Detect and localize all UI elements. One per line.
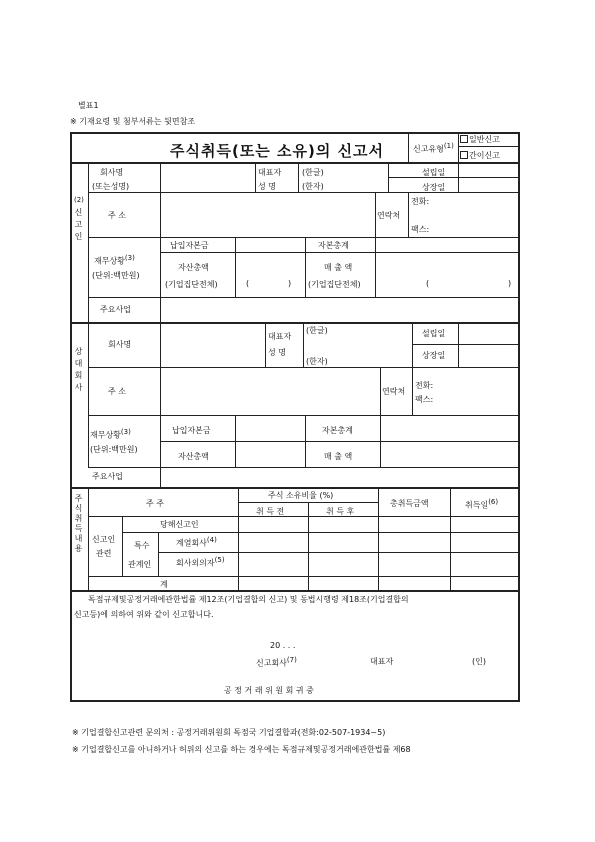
- reporter-sales-paren-close: ): [508, 279, 512, 288]
- counterparty-fax[interactable]: 팩스:: [415, 395, 434, 404]
- acquisition-total: 계: [160, 580, 168, 589]
- counterparty-founded-label: 설립일: [422, 329, 446, 338]
- form-note: ※ 기재요령 및 첨부서류는 뒷면참조: [70, 117, 196, 126]
- reporter-rep-label: 대표자: [258, 168, 282, 177]
- reporter-assets-paren-close: ): [288, 279, 292, 288]
- reporter-contact-label: 연락처: [377, 211, 401, 220]
- declaration-line1: 독점규제및공정거래에관한법률 제12조(기업결합의 신고) 및 동법시행령 제18조(기업결합의: [88, 595, 409, 604]
- counterparty-total-assets: 자산총액: [178, 452, 209, 461]
- reporter-section-sup: (2): [74, 196, 84, 204]
- declaration-line2: 신고등)에 의하여 위와 같이 신고합니다.: [74, 610, 214, 619]
- reporter-rep-korean[interactable]: (한글): [302, 168, 324, 177]
- counterparty-main-business: 주요사업: [92, 472, 123, 481]
- footer-note-1: ※ 기업결합신고관련 문의처 : 공정거래위원회 독점국 기업결합과(전화:02-507-1934~5): [72, 728, 386, 737]
- declaration-date[interactable]: 20 . . .: [270, 641, 296, 650]
- acquisition-relation: 신고인: [92, 535, 116, 544]
- counterparty-finance-unit: (단위:백만원): [90, 445, 138, 454]
- reporter-fax[interactable]: 팩스:: [411, 225, 430, 234]
- counterparty-section-label: 상대회사: [74, 347, 83, 395]
- reporter-listed-label: 상장일: [422, 183, 446, 192]
- checkbox-icon: [460, 135, 468, 143]
- declaration-seal: (인): [472, 657, 486, 666]
- reporter-rep-label2: 성 명: [258, 182, 276, 191]
- counterparty-rep-label: 대표자: [268, 332, 292, 341]
- reporter-rep-hanja[interactable]: (한자): [302, 182, 324, 191]
- acquisition-ratio: 주식 소유비율 (%): [268, 491, 334, 500]
- reporter-total-capital: 자본총계: [318, 241, 349, 250]
- report-type-general[interactable]: 일반신고: [460, 134, 500, 145]
- counterparty-sales: 매 출 액: [324, 452, 353, 461]
- reporter-sales: 매 출 액: [324, 263, 353, 272]
- report-form: [70, 132, 520, 702]
- reporter-assets-paren-open: (: [246, 279, 250, 288]
- reporter-founded-label: 설립일: [422, 168, 446, 177]
- reporter-finance-unit: (단위:백만원): [92, 271, 140, 280]
- footer-note-2: ※ 기업결합신고를 아니하거나 허위의 신고를 하는 경우에는 독점규제및공정거래에관한법률 제68: [72, 745, 411, 754]
- reporter-total-assets: 자산총액: [178, 263, 209, 272]
- reporter-group-total-sales: (기업집단전체): [308, 280, 361, 289]
- reporter-section-label: 신고인: [74, 208, 83, 244]
- declaration-company: 신고회사(7): [256, 656, 297, 668]
- counterparty-paid-capital: 납입자본금: [172, 426, 211, 435]
- reporter-main-business: 주요사업: [100, 305, 131, 314]
- form-title: 주식취득(또는 소유)의 신고서: [170, 142, 385, 160]
- acquisition-shareholder: 주 주: [146, 499, 164, 508]
- acquisition-before: 취 득 전: [256, 507, 285, 516]
- acquisition-relation2: 관련: [96, 549, 112, 558]
- acquisition-special1: 특수: [134, 541, 150, 550]
- counterparty-rep-korean[interactable]: (한글): [306, 326, 328, 335]
- report-type-label: 신고유형(1): [413, 142, 454, 154]
- reporter-sales-paren-open: (: [426, 279, 430, 288]
- reporter-group-total: (기업집단전체): [165, 280, 218, 289]
- acquisition-special2: 관계인: [128, 560, 152, 569]
- reporter-finance-label: 재무상황(3): [94, 254, 135, 266]
- counterparty-phone[interactable]: 전화:: [415, 381, 434, 390]
- reporter-paid-capital: 납입자본금: [170, 241, 209, 250]
- reporter-company-label: 회사명: [100, 168, 124, 177]
- reporter-address-label: 주 소: [108, 211, 126, 220]
- counterparty-total-capital: 자본총계: [322, 426, 353, 435]
- checkbox-icon: [460, 151, 468, 159]
- counterparty-rep-hanja[interactable]: (한자): [306, 357, 328, 366]
- counterparty-finance-label: 재무상황(3): [90, 428, 131, 440]
- counterparty-listed-label: 상장일: [422, 351, 446, 360]
- acquisition-self: 당해신고인: [160, 520, 199, 529]
- counterparty-company-label: 회사명: [108, 340, 132, 349]
- counterparty-address-label: 주 소: [108, 387, 126, 396]
- report-type-simple[interactable]: 간이신고: [460, 150, 500, 161]
- declaration-addressee: 공 정 거 래 위 원 회 귀 중: [224, 686, 314, 695]
- counterparty-rep-label2: 성 명: [268, 348, 286, 357]
- acquisition-date: 취득일(6): [465, 498, 499, 510]
- reporter-phone[interactable]: 전화:: [411, 197, 430, 206]
- counterparty-contact-label: 연락처: [382, 387, 406, 396]
- declaration-representative: 대표자: [370, 657, 394, 666]
- reporter-company-sub: (또는성명): [92, 182, 130, 191]
- acquisition-affiliate: 계열회사(4): [176, 536, 217, 548]
- acquisition-amount: 총취득금액: [390, 499, 429, 508]
- acquisition-after: 취 득 후: [326, 507, 355, 516]
- form-number: 별표1: [78, 101, 99, 110]
- acquisition-other: 회사외의자(5): [176, 556, 225, 568]
- acquisition-section-label: 주식취득내용: [74, 494, 83, 554]
